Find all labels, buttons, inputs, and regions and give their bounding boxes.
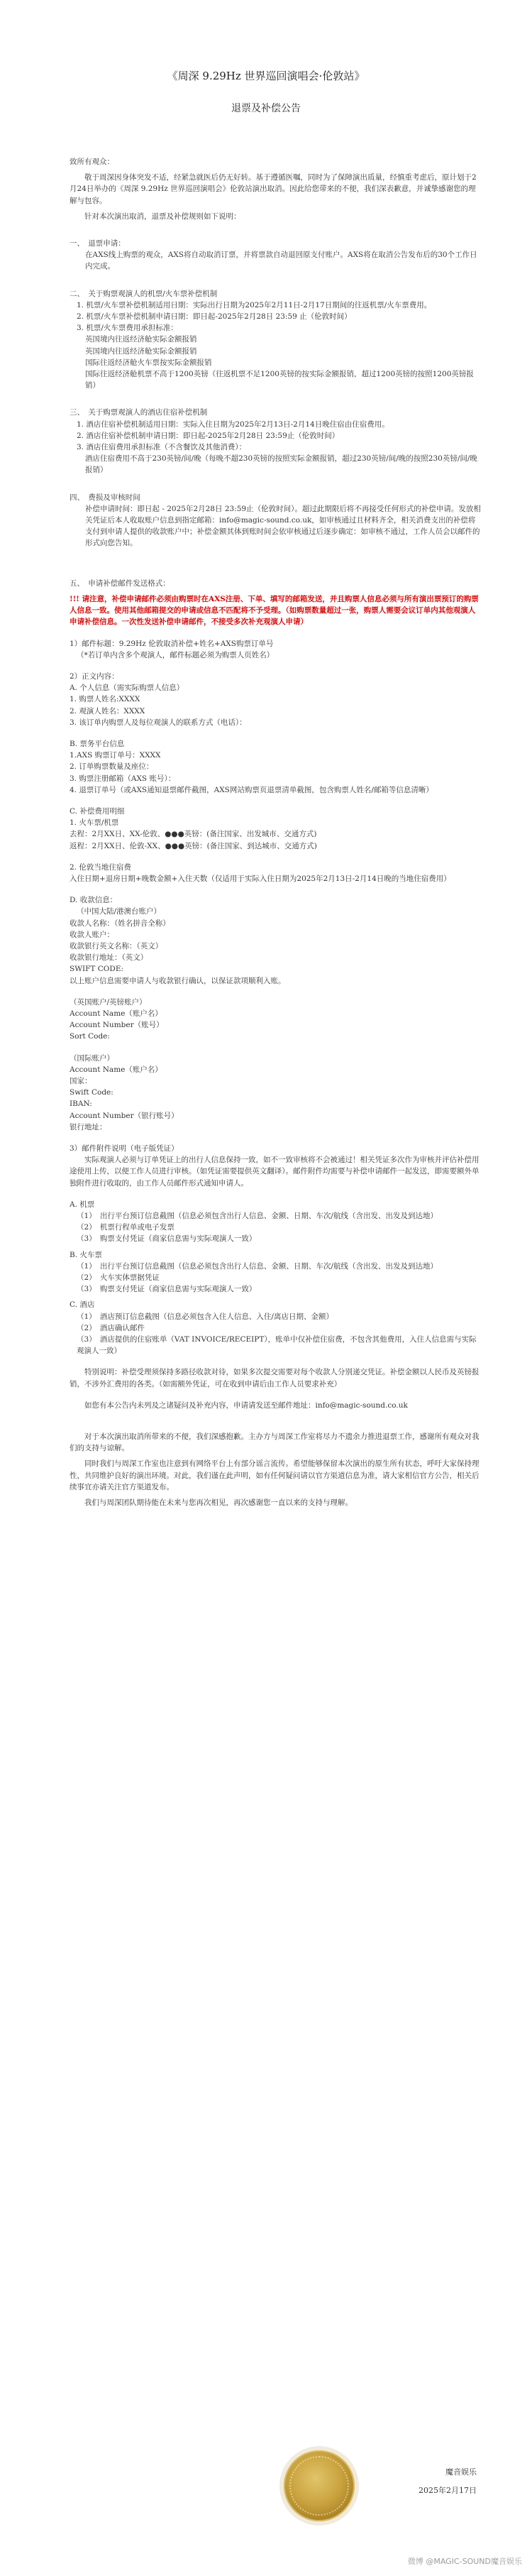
page-title: 《周深 9.29Hz 世界巡回演唱会·伦敦站》 bbox=[167, 70, 365, 82]
contact-info: 如您有本公告内未列及之诸疑问及补充内容，申请请发送至邮件地址：info@magic-sound.co.uk bbox=[84, 1401, 408, 1410]
section-5-heading: 五、 申请补偿邮件发送格式： bbox=[70, 579, 170, 588]
section-2-item: 国际往返经济舱火车票按实际金额报销 bbox=[85, 358, 212, 367]
section-4-heading: 四、 费损及审核时间 bbox=[70, 493, 140, 502]
closing-paragraph: 我们与周深团队期待能在未来与您再次相见，再次感谢您一直以来的支持与理解。 bbox=[84, 1498, 353, 1508]
attachments-label: 3）邮件附件说明（电子版凭证） bbox=[70, 1144, 179, 1153]
transport-item: 去程：2月XX日、XX-伦敦、●●●英镑：(备注国家、出发城市、交通方式) bbox=[70, 830, 317, 839]
intl-account-item: Account Name（账户名） bbox=[70, 1065, 162, 1074]
uk-account-item: Account Number（账号） bbox=[70, 1021, 164, 1030]
payee-region-note: （中国大陆/港澳台账户） bbox=[77, 907, 162, 916]
attachments-hotel-item: （1） 酒店预订信息截图（信息必须包含入住人信息、入住/离店日期、金额） bbox=[77, 1312, 333, 1321]
payee-info-heading: D. 收款信息： bbox=[70, 896, 118, 905]
company-seal bbox=[284, 2450, 355, 2521]
body-label: 2）正文内容： bbox=[70, 672, 119, 681]
intl-account-heading: （国际账户） bbox=[70, 1053, 114, 1063]
cost-details-heading: C. 补偿费用明细 bbox=[70, 806, 125, 816]
payee-item: SWIFT CODE: bbox=[70, 965, 124, 974]
payee-item: 收款银行英文名称：（英文） bbox=[70, 941, 163, 950]
attachments-flight-item: （1） 出行平台预订信息截图（信息必须包含出行人信息、金额、日期、车次/航线（含出发、出发及到达地） bbox=[77, 1212, 438, 1221]
attachments-train-item: （1） 出行平台预订信息截图（信息必须包含出行人信息、金额、日期、车次/航线（含出发、出发及到达地） bbox=[77, 1261, 438, 1271]
section-2-item: 国际往返经济舱机票不高于1200英镑（往返机票不足1200英镑的按实际金额报销，超过1200英镑的按照1200英镑报销） bbox=[85, 370, 474, 390]
attachments-flight-heading: A. 机票 bbox=[70, 1200, 95, 1209]
section-2-item: 英国境内往返经济舱实际金额报销 bbox=[85, 346, 197, 356]
transport-heading: 1. 火车票/机票 bbox=[70, 818, 119, 828]
attachments-hotel-item: （3） 酒店提供的住宿账单（VAT INVOICE/RECEIPT），账单中仅补偿住宿费，不包含其他费用，入住人信息需与实际观演人一致） bbox=[77, 1335, 477, 1356]
uk-account-heading: （英国账户/英镑账户） bbox=[70, 997, 147, 1007]
payee-item: 收款人账户： bbox=[70, 930, 114, 939]
personal-info-item: 3. 该订单内购票人及每位观演人的联系方式（电话）： bbox=[70, 718, 247, 727]
payee-item: 收款人名称：（姓名拼音全称） bbox=[70, 919, 170, 928]
ticket-info-item: 1.AXS 购票订单号：XXXX bbox=[70, 751, 161, 760]
uk-account-item: Account Name（账户名） bbox=[70, 1009, 162, 1018]
payee-item: 以上账户信息需要申请人与收款银行确认，以保证款项顺利入账。 bbox=[70, 976, 286, 985]
intl-account-item: IBAN: bbox=[70, 1100, 92, 1109]
signature-date: 2025年2月17日 bbox=[419, 2486, 477, 2495]
section-2-item: 英国境内往返经济舱实际金额报销 bbox=[85, 335, 197, 344]
payee-item: 收款银行地址：（英文） bbox=[70, 953, 148, 963]
personal-info-heading: A. 个人信息（需实际购票人信息） bbox=[70, 684, 184, 693]
section-3-item: 2. 酒店住宿补偿机制申请日期：即日起-2025年2月28日 23:59止（伦敦时间） bbox=[77, 431, 340, 440]
section-3-heading: 三、 关于购票观演人的酒店住宿补偿机制 bbox=[70, 408, 208, 417]
attachments-train-item: （2） 火车实体票据凭证 bbox=[77, 1273, 160, 1283]
attachments-flight-item: （2） 机票行程单或电子发票 bbox=[77, 1223, 174, 1232]
intl-account-item: 银行地址： bbox=[70, 1122, 107, 1131]
attachments-hotel-heading: C. 酒店 bbox=[70, 1300, 95, 1310]
section-2-item: 3. 机票/火车票费用承担标准： bbox=[77, 324, 178, 333]
intro-lead: 针对本次演出取消，退票及补偿规则如下说明： bbox=[84, 212, 241, 221]
hotel-cost-heading: 2. 伦敦当地住宿费 bbox=[70, 862, 131, 872]
attachments-flight-item: （3） 购票支付凭证（商家信息需与实际观演人一致） bbox=[77, 1234, 257, 1244]
weibo-watermark: 微博 @MAGIC-SOUND魔音娱乐 bbox=[407, 2557, 522, 2566]
closing-paragraph: 同时我们与周深工作室也注意到有网络平台上有部分谣言流传。希望能够保留本次演出的原生所有状态，呼吁大家保持理性，共同维护良好的演出环境。对此，我们谨在此声明，如有任何疑问请以官方渠道信息为准，请大家相信官方公告，相关后续事宜亦请关注官方渠道发布。 bbox=[70, 1459, 480, 1491]
intl-account-item: Account Number（银行账号） bbox=[70, 1111, 179, 1120]
hotel-cost-body: 入住日期+退房日期+晚数金额+入住天数（仅适用于实际入住日期为2025年2月13日-2月14日晚的当地住宿费用） bbox=[70, 874, 451, 883]
notice-body bbox=[70, 156, 481, 1508]
section-3-item: 酒店住宿费用不高于230英镑/间/晚（每晚不超230英镑的按照实际金额报销，超过230英镑/间/晚的按照230英镑/间/晚报销） bbox=[85, 454, 477, 475]
ticket-info-heading: B. 票务平台信息 bbox=[70, 739, 125, 748]
subject-note: （*若订单内含多个观演人，邮件标题必须为购票人页姓名） bbox=[77, 650, 275, 659]
section-1-heading: 一、 退票申请： bbox=[70, 239, 126, 248]
intl-account-item: Swift Code: bbox=[70, 1088, 113, 1097]
page-subtitle: 退票及补偿公告 bbox=[231, 103, 301, 114]
attachments-hotel-item: （2） 酒店确认邮件 bbox=[77, 1323, 145, 1332]
subject-format: 9.29Hz 伦敦取消补偿+姓名+AXS购票订单号 bbox=[118, 639, 274, 648]
intl-account-item: 国家： bbox=[70, 1077, 92, 1085]
attachments-body: 实际观演人必须与订单凭证上的出行人信息保持一致，如不一致审核将不会被通过！相关凭证多次作为审核并评估补偿用途使用上传，以便工作人员进行审核。（如凭证需要提供英文翻译）。邮件附件均需要与补偿申请邮件一起发送，即需要额外单独附件进行收取的，由工作人员邮件形式通知申请人。 bbox=[70, 1156, 480, 1188]
uk-account-item: Sort Code: bbox=[70, 1032, 110, 1041]
ticket-info-item: 2. 订单购票数量及座位： bbox=[70, 762, 154, 772]
section-3-item: 3. 酒店住宿费用承担标准（不含餐饮及其他消费）： bbox=[77, 443, 247, 452]
closing-paragraph: 对于本次演出取消所带来的不便，我们深感抱歉。主办方与周深工作室将尽力不遗余力推进退票工作，感谢所有观众对我们的支持与谅解。 bbox=[70, 1432, 480, 1453]
ticket-info-item: 3. 购票注册邮箱（AXS 账号）： bbox=[70, 774, 176, 783]
section-3-item: 1. 酒店住宿补偿机制适用日期：实际入住日期为2025年2月13日-2月14日晚住宿由住宿费用。 bbox=[77, 420, 389, 429]
ticket-info-item: 4. 退票订单号（或AXS通知退票邮件截图，AXS网站购票页退票清单截图，包含购票人姓名/邮箱等信息清晰） bbox=[70, 785, 433, 794]
section-2-item: 2. 机票/火车票补偿机制申请日期：即日起-2025年2月28日 23:59 止（伦敦时间） bbox=[77, 312, 352, 322]
personal-info-item: 2. 观演人姓名：XXXX bbox=[70, 706, 145, 716]
intro-paragraph: 敬于周深因身体突发不适，经紧急就医后仍无好转。基于遵循医嘱，同时为了保障演出质量，经慎重考虑后，原计划于2月24日举办的《周深 9.29Hz 世界巡回演唱会》伦敦站演出取消。因此给您带来的不便，我们深表歉意，并诚挚感谢您的理解与包容。 bbox=[70, 173, 477, 205]
greeting: 致所有观众： bbox=[70, 158, 114, 166]
attachments-train-item: （3） 购票支付凭证（商家信息需与实际观演人一致） bbox=[77, 1285, 257, 1294]
signature-company: 魔音娱乐 bbox=[445, 2467, 477, 2477]
subject-label: 1）邮件标题： bbox=[70, 639, 119, 648]
personal-info-item: 1. 购票人姓名:XXXX bbox=[70, 695, 140, 704]
important-notice: !!! 请注意，补偿申请邮件必须由购票时在AXS注册、下单、填写的邮箱发送，并且购票人信息必须与所有演出票预订的购票人信息一致。使用其他邮箱提交的申请或信息不匹配将不予受理。（如购票数量超过一张，购票人需要会议订单内其他观演人申请补偿信息。一次性发送补偿申请邮件，不接受多次补充观演人申请） bbox=[70, 594, 479, 627]
section-2-heading: 二、 关于购票观演人的机票/火车票补偿机制 bbox=[70, 289, 218, 298]
transport-item: 返程：2月XX日、伦敦-XX、●●●英镑：(备注国家、到达城市、交通方式) bbox=[70, 841, 317, 850]
attachments-train-heading: B. 火车票 bbox=[70, 1250, 102, 1259]
section-1-body: 在AXS线上购票的观众，AXS将自动取消订票，并将票款自动退回原支付账户。AXS将在取消公告发布后的30个工作日内完成。 bbox=[85, 251, 477, 271]
section-2-item: 1. 机票/火车票补偿机制适用日期：实际出行日期为2025年2月11日-2月17日期间的往返机票/火车票费用。 bbox=[77, 300, 432, 309]
section-4-body: 补偿申请时间：即日起 - 2025年2月28日 23:59止（伦敦时间）。超过此期限后将不再接受任何形式的补偿申请。发放相关凭证后本人收取账户信息到指定邮箱：info@magic-sound.co.uk，如审核通过且材料齐全，相关消费支出的补偿将支付到申请人提供的收款账户中；补偿金额其体到账时间会依审核通过后逐步确定：如审核不通过，工作人员会以邮件的形式向您告知。 bbox=[85, 504, 481, 548]
special-note: 特别说明：补偿受理须保持多路径收款对待，如果多次提交需要对每个收款人分别递交凭证。补偿金额以人民币及英镑报销，不涉外汇费用的各类。（如需额外凭证，可在收到申请后由工作人员要求补充） bbox=[70, 1368, 480, 1388]
